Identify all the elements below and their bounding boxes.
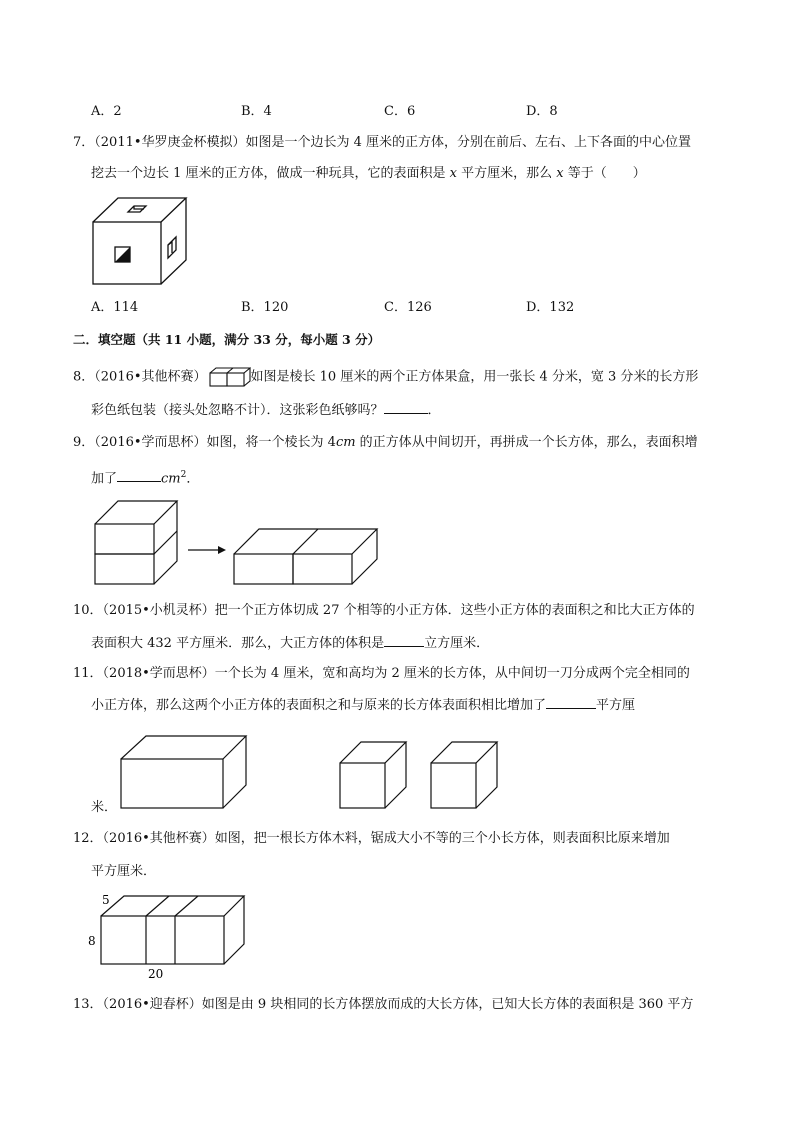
q7-option-d: D．132 [526, 300, 575, 315]
q9-line1 [73, 434, 698, 452]
q10-text2-end: 立方厘米． [424, 636, 490, 651]
q12-label-height: 8 [88, 934, 96, 948]
q8-text2-end: ． [427, 403, 441, 418]
q12-figure [86, 892, 246, 984]
q9-answer-blank [117, 469, 161, 482]
q7-line1: 7．（2011•华罗庚金杯模拟）如图是一个边长为 4 厘米的正方体，分别在前后、左右、上下各面的中心位置 [73, 135, 692, 150]
q8-line2 [91, 401, 441, 420]
q7-line2-part3: 等于（ ） [563, 166, 646, 181]
q7-var-x-2: x [556, 166, 564, 181]
q11-text2: 小正方体，那么这两个小正方体的表面积之和与原来的长方体表面积相比增加了 [91, 698, 547, 713]
q8-text2: 彩色纸包装（接头处忽略不计）．这张彩色纸够吗？ [91, 403, 384, 418]
q9-figure [92, 498, 382, 586]
q11-line2 [91, 696, 635, 715]
q6-option-d: D．8 [526, 104, 558, 119]
q12-label-depth: 5 [102, 893, 110, 907]
q8-boxes-figure [207, 366, 251, 388]
q9-text2: 加了 [91, 471, 118, 487]
q11-line3: 米． [91, 800, 118, 815]
q10-line2 [91, 634, 489, 653]
q7-var-x: x [449, 166, 458, 181]
q7-line2-part1: 挖去一个边长 1 厘米的正方体，做成一种玩具，它的表面积是 [91, 166, 450, 181]
q11-text2-end: 平方厘 [596, 698, 636, 713]
q7-option-a: A．114 [91, 300, 139, 315]
section-heading: 二．填空题（共 11 小题，满分 33 分，每小题 3 分） [73, 332, 381, 347]
q11-figure [118, 733, 528, 811]
q6-option-c: C．6 [384, 104, 416, 119]
q7-cube-figure [90, 195, 190, 287]
q8-answer-blank [384, 401, 428, 414]
q6-option-b: B．4 [241, 104, 272, 119]
q12-label-length: 20 [148, 967, 164, 981]
q11-line1: 11．（2018•学而思杯）一个长为 4 厘米，宽和高均为 2 厘米的长方体，从中间切一刀分成两个完全相同的 [73, 666, 690, 681]
q7-option-b: B．120 [241, 300, 289, 315]
q9-text1b: 的正方体从中间切开，再拼成一个长方体，那么，表面积增 [355, 435, 698, 450]
q7-line2-part2: 平方厘米，那么 [457, 166, 557, 181]
q11-answer-blank [546, 696, 596, 709]
q12-line1: 12．（2016•其他杯赛）如图，把一根长方体木料，锯成大小不等的三个小长方体，则表面积比原来增加 [73, 831, 670, 846]
q10-answer-blank [384, 634, 424, 647]
q8-line1 [73, 366, 698, 388]
q10-text2: 表面积大 432 平方厘米．那么，大正方体的体积是 [91, 636, 385, 651]
q9-text1: 9．（2016•学而思杯）如图，将一个棱长为 4 [73, 435, 336, 450]
q6-option-a: A．2 [91, 104, 122, 119]
q7-option-c: C．126 [384, 300, 432, 315]
q7-line2 [91, 165, 646, 183]
q9-text2-end: ． [186, 471, 200, 487]
q12-text2: 平方厘米． [91, 864, 157, 879]
q8-prefix: 8．（2016•其他杯赛） [73, 369, 207, 385]
q9-unit: cm [335, 435, 356, 450]
q9-superscript: 2 [180, 470, 187, 480]
q10-line1: 10．（2015•小机灵杯）把一个正方体切成 27 个相等的小正方体．这些小正方体的表面积之和比大正方体的 [73, 603, 695, 618]
q9-unit-2: cm [161, 471, 181, 487]
q12-line2 [91, 862, 156, 881]
q13-line1: 13．（2016•迎春杯）如图是由 9 块相同的长方体摆放而成的大长方体，已知大长方体的表面积是 360 平方 [73, 997, 694, 1012]
q8-text1: 如图是棱长 10 厘米的两个正方体果盒，用一张长 4 分米，宽 3 分米的长方形 [250, 369, 699, 385]
q9-line2 [91, 466, 199, 488]
